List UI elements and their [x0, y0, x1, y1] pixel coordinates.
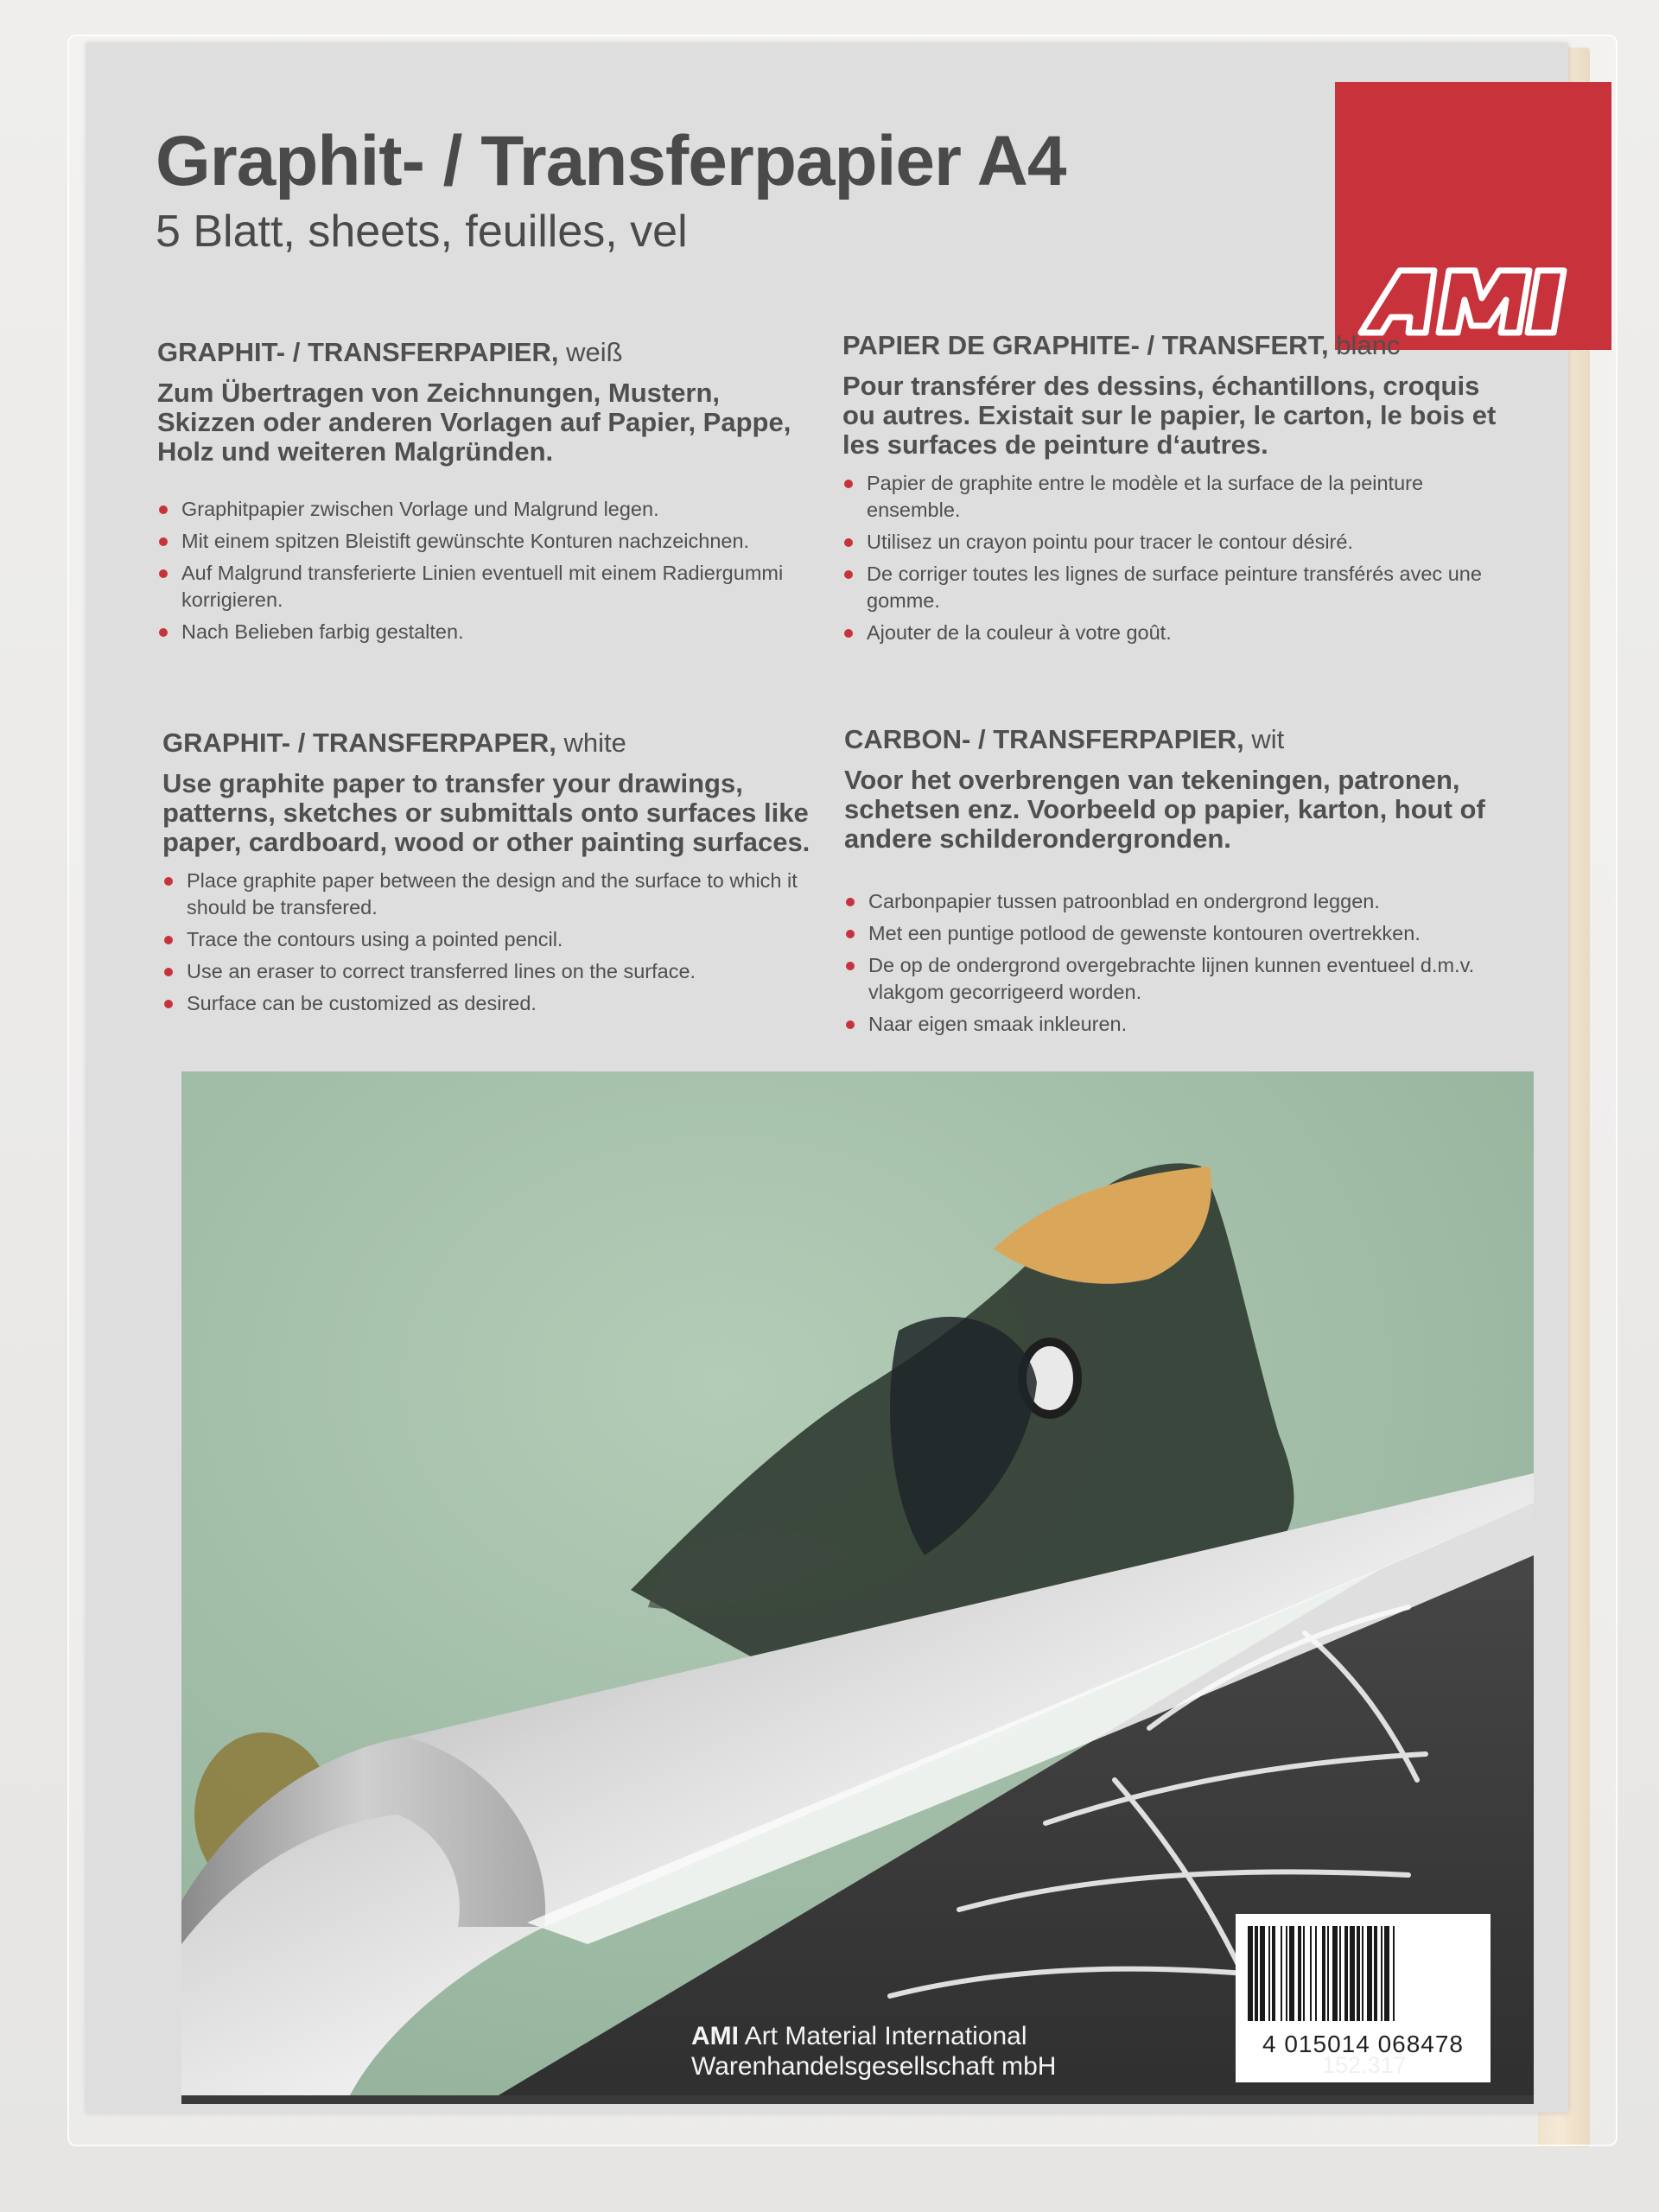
bullet-list: [842, 470, 1508, 646]
bullet-list: [162, 868, 828, 1017]
list-item: Ajouter de la couleur à votre goût.: [842, 620, 1508, 646]
section-heading: GRAPHIT- / TRANSFERPAPIER, weiß: [157, 337, 623, 367]
list-item: De corriger toutes les lignes de surface peinture transférés avec une gomme.: [842, 561, 1508, 614]
product-subtitle: 5 Blatt, sheets, feuilles, vel: [156, 207, 688, 257]
section-dutch: [844, 724, 1510, 1043]
section-lead: Pour transférer des dessins, échantillons, croquis ou autres. Existait sur le papier, le carton, le bois et les surfaces de peinture d‘autres.: [842, 371, 1497, 460]
list-item: Place graphite paper between the design and the surface to which it should be transfered.: [162, 868, 828, 921]
section-heading: CARBON- / TRANSFERPAPIER, wit: [844, 724, 1285, 754]
list-item: Nach Belieben farbig gestalten.: [157, 619, 823, 645]
section-lead: Voor het overbrengen van tekeningen, patronen, schetsen enz. Voorbeeld op papier, karton, hout of andere schilderondergronden.: [844, 765, 1485, 854]
list-item: Mit einem spitzen Bleistift gewünschte Konturen nachzeichnen.: [157, 528, 823, 555]
product-title: Graphit- / Transferpapier A4: [156, 122, 1066, 200]
barcode-number: 4 015014 068478: [1262, 2031, 1464, 2057]
section-lead: Use graphite paper to transfer your drawings, patterns, sketches or submittals onto surfaces like paper, cardboard, wood or other painting surfaces.: [162, 768, 810, 857]
bullet-list: [844, 888, 1510, 1038]
ami-logo-icon: [1352, 255, 1594, 341]
list-item: Graphitpapier zwischen Vorlage und Malgrund legen.: [157, 496, 823, 523]
section-heading: GRAPHIT- / TRANSFERPAPER, white: [162, 728, 626, 758]
list-item: Carbonpapier tussen patroonblad en ondergrond leggen.: [844, 888, 1510, 915]
bullet-list: [157, 496, 823, 645]
company-name: AMI Art Material International: [691, 2022, 1027, 2050]
list-item: De op de ondergrond overgebrachte lijnen kunnen eventueel d.m.v. vlakgom gecorrigeerd worden.: [844, 952, 1510, 1006]
list-item: Auf Malgrund transferierte Linien eventuell mit einem Radiergummi korrigieren.: [157, 560, 823, 613]
barcode-bars-icon: [1236, 1914, 1491, 2026]
list-item: Naar eigen smaak inkleuren.: [844, 1011, 1510, 1038]
list-item: Surface can be customized as desired.: [162, 990, 828, 1017]
company-legal-name: Warenhandelsgesellschaft mbH: [691, 2052, 1057, 2081]
section-english: [162, 728, 828, 1022]
article-number: 152.317: [1322, 2052, 1407, 2078]
list-item: Utilisez un crayon pointu pour tracer le contour désiré.: [842, 529, 1508, 556]
list-item: Trace the contours using a pointed pencil.: [162, 926, 828, 953]
brand-logo-box: [1335, 82, 1611, 350]
list-item: Use an eraser to correct transferred lines on the surface.: [162, 958, 828, 985]
section-lead: Zum Übertragen von Zeichnungen, Mustern, Skizzen oder anderen Vorlagen auf Papier, Pappe, Holz und weiteren Malgründen.: [157, 378, 791, 467]
list-item: Met een puntige potlood de gewenste kontouren overtrekken.: [844, 920, 1510, 947]
section-german: [157, 337, 823, 651]
product-card: [86, 43, 1568, 2113]
section-french: [842, 330, 1508, 652]
list-item: Papier de graphite entre le modèle et la surface de la peinture ensemble.: [842, 470, 1508, 524]
section-heading: PAPIER DE GRAPHITE- / TRANSFERT, blanc: [842, 330, 1401, 360]
